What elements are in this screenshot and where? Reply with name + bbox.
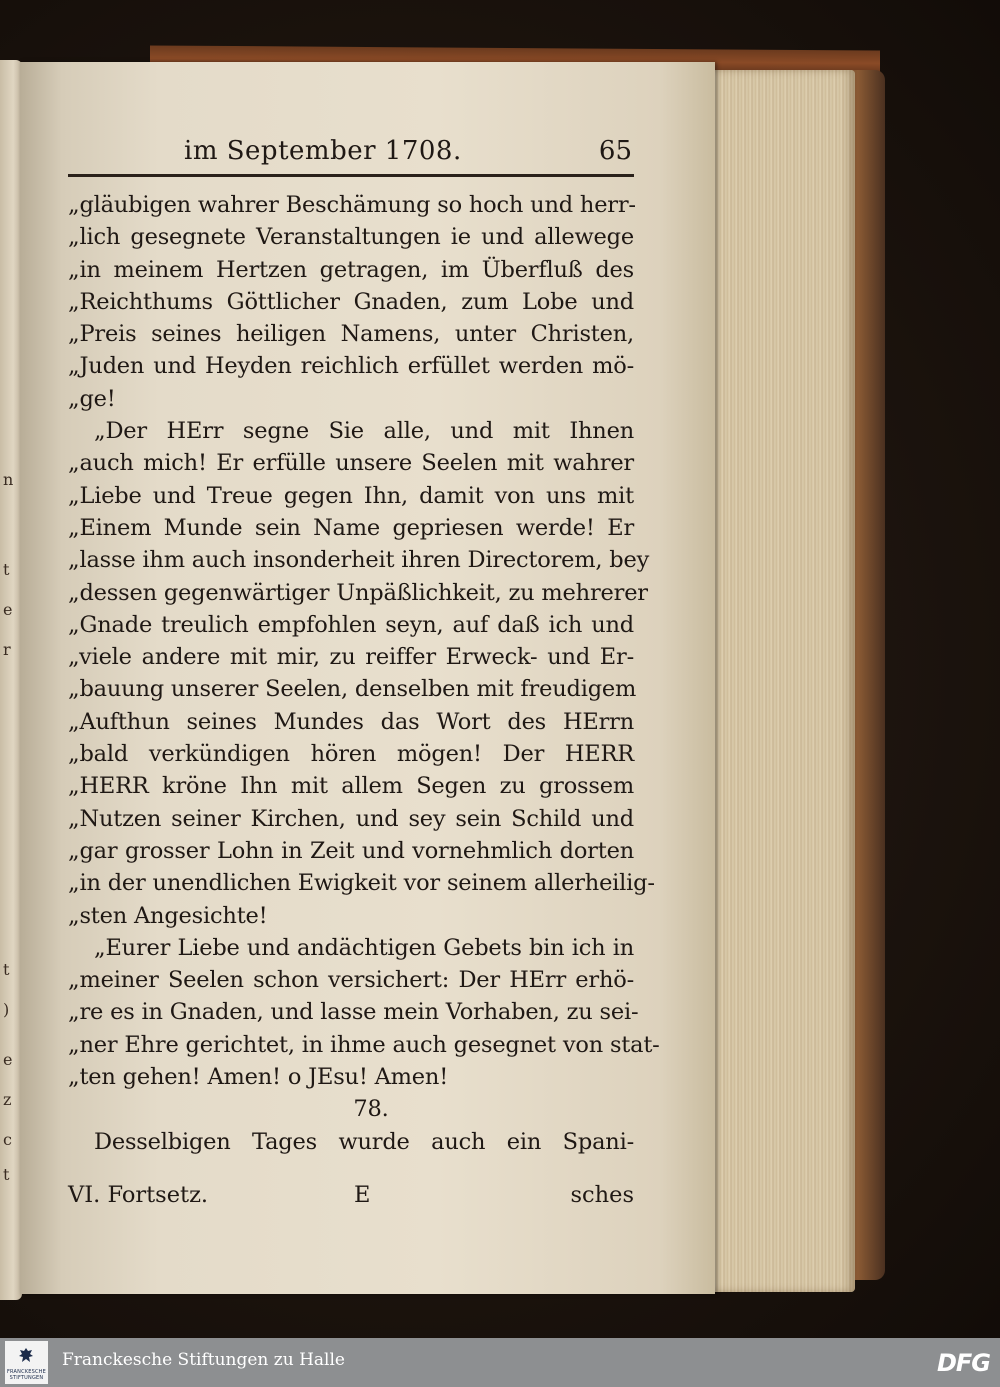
logo-text-line-2: STIFTUNGEN: [9, 1375, 44, 1381]
text-line: „meiner Seelen schon versichert: Der HErr erhö-: [68, 967, 634, 994]
text-line: „Reichthums Göttlicher Gnaden, zum Lobe und: [68, 288, 634, 315]
text-line: „Gnade treulich empfohlen seyn, auf daß ich und: [68, 611, 634, 638]
text-line: „Juden und Heyden reichlich erfüllet werden mö-: [68, 353, 634, 380]
text-line: „Nutzen seiner Kirchen, und sey sein Schild und: [68, 805, 634, 832]
franckesche-logo[interactable]: [5, 1341, 48, 1384]
previous-page-char: t: [3, 560, 10, 579]
previous-page-char: z: [3, 1090, 12, 1109]
text-line: „Einem Munde sein Name gepriesen werde! Er: [68, 514, 634, 541]
text-line: „viele andere mit mir, zu reiffer Erweck- und Er-: [68, 644, 634, 671]
text-line: „ner Ehre gerichtet, in ihme auch gesegnet von stat-: [68, 1031, 660, 1058]
text-line: Desselbigen Tages wurde auch ein Spani-: [94, 1128, 634, 1155]
text-line: „gläubigen wahrer Beschämung so hoch und herr-: [68, 192, 636, 218]
signature-mark: E: [354, 1182, 371, 1208]
text-line: „Der HErr segne Sie alle, und mit Ihnen: [94, 418, 634, 445]
text-line: „gar grosser Lohn in Zeit und vornehmlich dorten: [68, 837, 634, 864]
page-edges: [705, 70, 855, 1292]
previous-page-char: r: [3, 640, 11, 659]
running-head: im September 1708.: [184, 136, 462, 166]
text-line: „Eurer Liebe und andächtigen Gebets bin ich in: [94, 934, 634, 961]
text-line: „re es in Gnaden, und lasse mein Vorhaben, zu sei-: [68, 999, 639, 1026]
running-head-row: [68, 134, 634, 174]
text-line: „lich gesegnete Veranstaltungen ie und allewege: [68, 224, 634, 251]
catchword: sches: [570, 1182, 634, 1208]
previous-page-char: n: [3, 470, 14, 489]
institution-name[interactable]: Franckesche Stiftungen zu Halle: [62, 1350, 345, 1370]
text-line: „Liebe und Treue gegen Ihn, damit von uns mit: [68, 482, 634, 509]
text-line: „auch mich! Er erfülle unsere Seelen mit wahrer: [68, 450, 634, 477]
previous-page-char: t: [3, 960, 10, 979]
previous-page-char: c: [3, 1130, 12, 1149]
page-number: 65: [598, 136, 632, 166]
book-page: [20, 62, 715, 1294]
eagle-icon: [18, 1347, 34, 1365]
logo-text-line-1: FRANCKESCHE: [6, 1369, 47, 1375]
header-rule: [68, 174, 634, 177]
previous-page-edge: [0, 60, 22, 1300]
previous-page-char: ): [3, 1000, 10, 1019]
text-line: „bald verkündigen hören mögen! Der HERR: [68, 741, 634, 768]
text-line: „Preis seines heiligen Namens, unter Christen,: [68, 321, 634, 348]
viewer-footer-bar: [0, 1338, 1000, 1387]
text-line: „in meinem Hertzen getragen, im Überfluß des: [68, 256, 634, 283]
text-line: „lasse ihm auch insonderheit ihren Directorem, bey: [68, 547, 650, 574]
signature-line: VI. Fortsetz.: [68, 1182, 209, 1208]
text-line: „Aufthun seines Mundes das Wort des HErrn: [68, 708, 634, 735]
previous-page-char: e: [3, 600, 13, 619]
text-line: „ge!: [68, 385, 116, 412]
previous-page-char: t: [3, 1165, 10, 1184]
dfg-logo[interactable]: DFG: [936, 1349, 990, 1377]
text-line: „bauung unserer Seelen, denselben mit freudigem: [68, 676, 637, 703]
previous-page-char: e: [3, 1050, 13, 1069]
text-line: 78.: [353, 1096, 389, 1123]
text-line: „sten Angesichte!: [68, 902, 268, 929]
footer-row: [68, 1182, 634, 1222]
text-line: „ten gehen! Amen! o JEsu! Amen!: [68, 1064, 449, 1091]
text-line: „HERR kröne Ihn mit allem Segen zu grossem: [68, 773, 634, 800]
body-text: [68, 189, 660, 1158]
text-line: „dessen gegenwärtiger Unpäßlichkeit, zu mehrerer: [68, 579, 648, 606]
text-line: „in der unendlichen Ewigkeit vor seinem allerheilig-: [68, 870, 655, 897]
